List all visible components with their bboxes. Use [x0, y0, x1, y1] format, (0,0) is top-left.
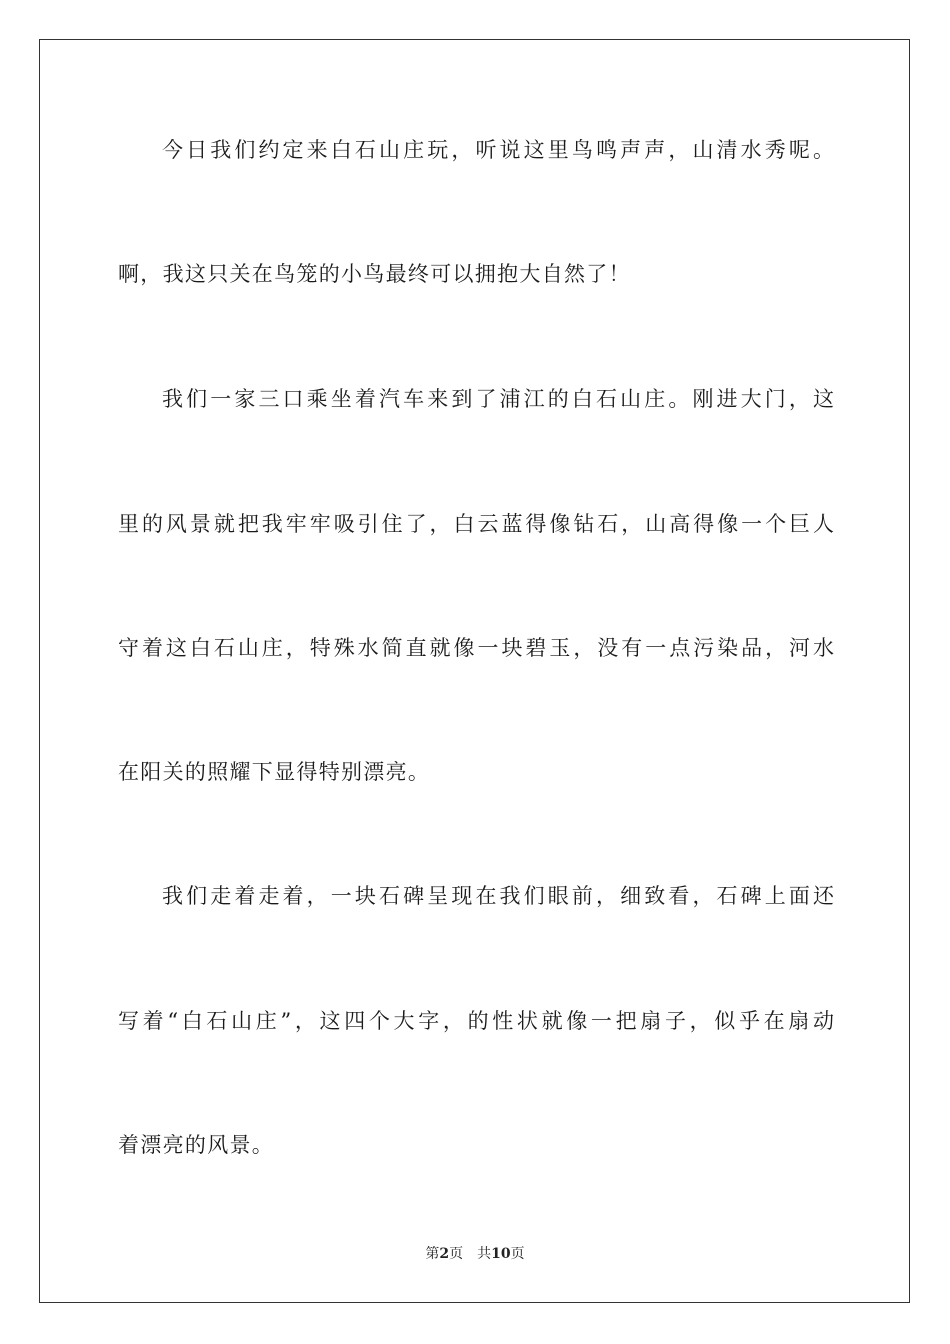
page-prefix: 第 — [425, 1246, 440, 1262]
page-border — [39, 39, 910, 1303]
total-prefix: 共 — [477, 1246, 492, 1262]
total-suffix: 页 — [510, 1246, 525, 1262]
text-line-7: 我们走着走着，一块石碑呈现在我们眼前，细致看，石碑上面还 — [162, 884, 834, 908]
text-line-1: 今日我们约定来白石山庄玩，听说这里鸟鸣声声，山清水秀呢。 — [162, 138, 834, 162]
text-line-3: 我们一家三口乘坐着汽车来到了浦江的白石山庄。刚进大门，这 — [162, 387, 834, 411]
text-line-8: 写着“白石山庄”，这四个大字，的性状就像一把扇子，似乎在扇动 — [118, 1009, 834, 1033]
page-number: 2 — [439, 1246, 450, 1262]
page-footer — [0, 1244, 950, 1264]
total-pages: 10 — [491, 1246, 511, 1262]
text-line-6: 在阳关的照耀下显得特别漂亮。 — [118, 760, 431, 784]
text-line-4: 里的风景就把我牢牢吸引住了，白云蓝得像钻石，山高得像一个巨人 — [118, 512, 834, 536]
page-suffix: 页 — [449, 1246, 464, 1262]
text-line-9: 着漂亮的风景。 — [118, 1133, 275, 1157]
text-line-5: 守着这白石山庄，特殊水简直就像一块碧玉，没有一点污染品，河水 — [118, 636, 834, 660]
text-line-2: 啊，我这只关在鸟笼的小鸟最终可以拥抱大自然了！ — [118, 262, 631, 286]
